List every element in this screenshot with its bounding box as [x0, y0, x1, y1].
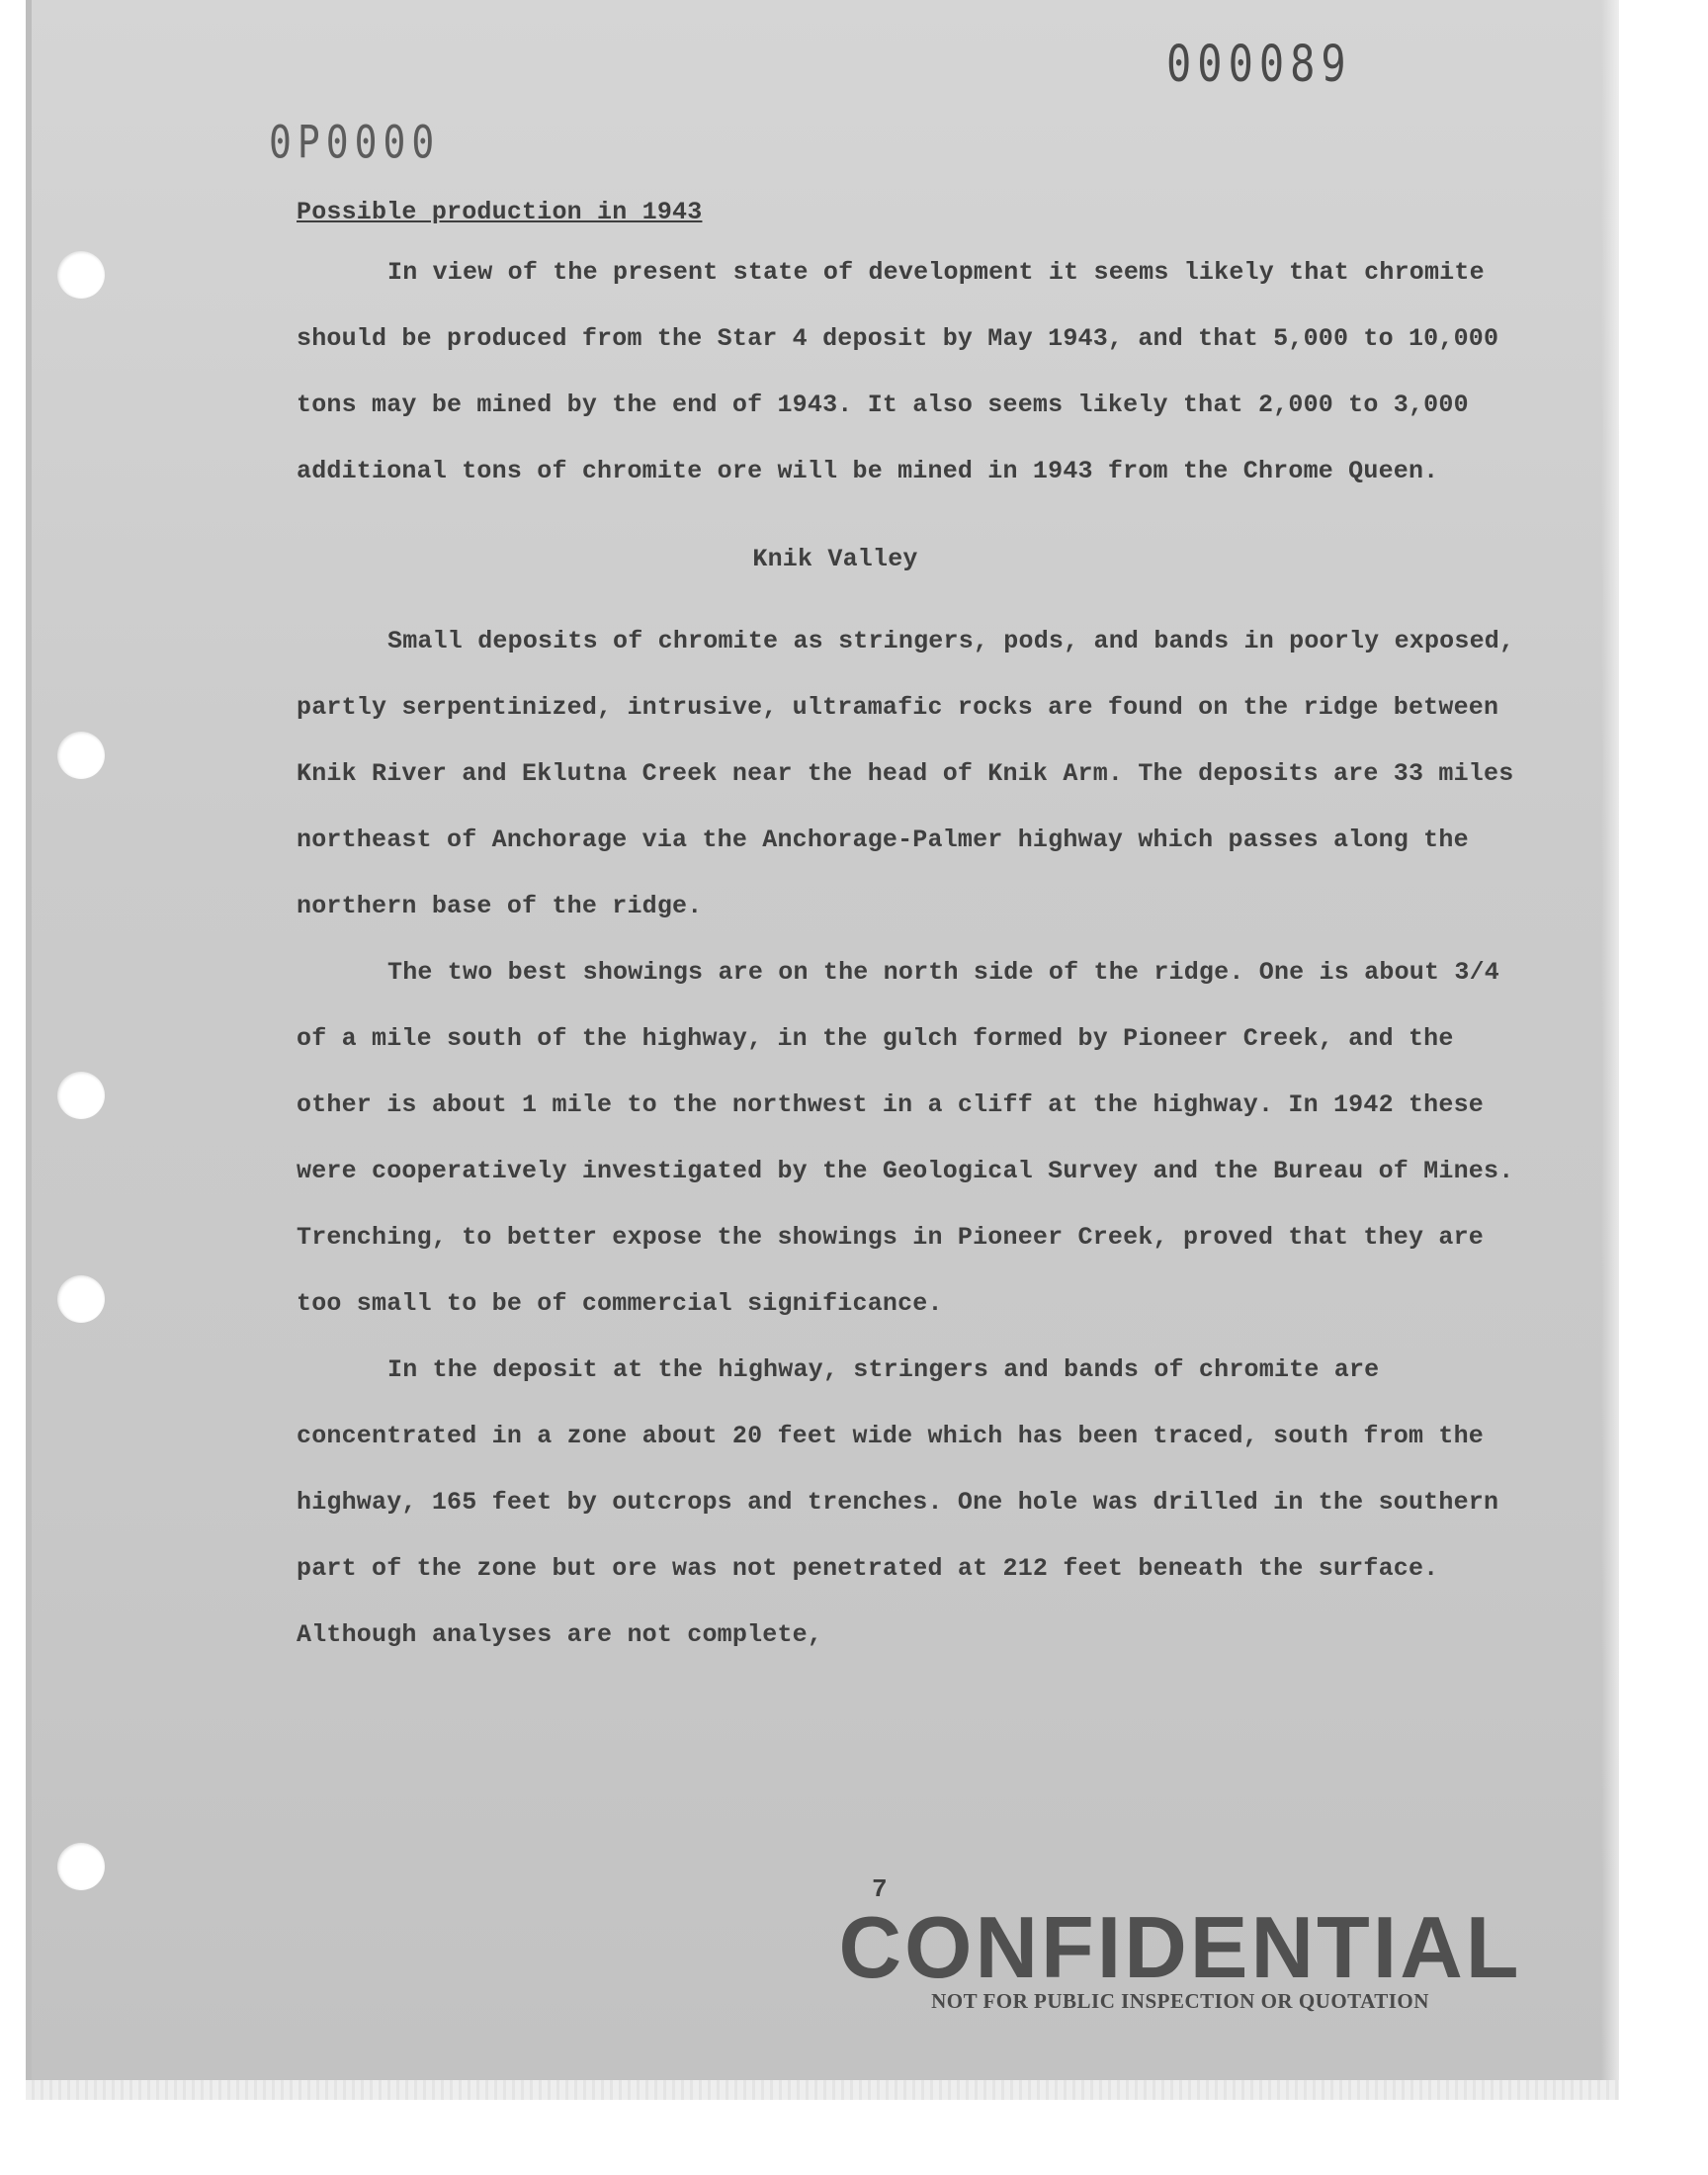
- stamp-subtitle: NOT FOR PUBLIC INSPECTION OR QUOTATION: [931, 1989, 1429, 2013]
- page-left-edge: [26, 0, 32, 2080]
- paragraph-knik-1: Small deposits of chromite as stringers, pods, and bands in poorly exposed, partly serpentinized, intrusive, ultramafic rocks are found on the ridge between Knik River and Eklutna Creek near the head of Knik Arm. The deposits are 33 miles northeast of Anchorage via the Anchorage-Palmer highway which passes along the northern base of the ridge.: [297, 627, 1515, 920]
- binder-hole-icon: [57, 732, 105, 779]
- binder-hole-icon: [57, 1843, 105, 1890]
- confidential-stamp: [805, 1898, 1556, 2014]
- file-number: 0P0000: [269, 116, 441, 169]
- stamp-title: CONFIDENTIAL: [838, 1898, 1522, 1996]
- paragraph-production: In view of the present state of development it seems likely that chromite should be produced from the Star 4 deposit by May 1943, and that 5,000 to 10,000 tons may be mined by the end of 1943. It also seems likely that 2,000 to 3,000 additional tons of chromite ore will be mined in 1943 from the Chrome Queen.: [297, 258, 1499, 485]
- page-right-edge: [1601, 0, 1619, 2080]
- binder-hole-icon: [57, 251, 105, 299]
- paragraph-knik-2: The two best showings are on the north side of the ridge. One is about 3/4 of a mile south of the highway, in the gulch formed by Pioneer Creek, and the other is about 1 mile to the northwest in a cliff at the highway. In 1942 these were cooperatively investigated by the Geological Survey and the Bureau of Mines. Trenching, to better expose the showings in Pioneer Creek, proved that they are too small to be of commercial significance.: [297, 958, 1514, 1318]
- section-heading-production: Possible production in 1943: [297, 198, 703, 226]
- document-number: 000089: [1166, 35, 1352, 93]
- scan-bottom-strip: [26, 2080, 1619, 2100]
- page-number: 7: [872, 1874, 888, 1904]
- document-body: [297, 188, 1522, 1668]
- binder-hole-icon: [57, 1275, 105, 1323]
- binder-hole-icon: [57, 1072, 105, 1119]
- section-heading-knik-valley: Knik Valley: [752, 545, 918, 573]
- paragraph-knik-3: In the deposit at the highway, stringers and bands of chromite are concentrated in a zone about 20 feet wide which has been traced, south from the highway, 165 feet by outcrops and trenches. One hole was drilled in the southern part of the zone but ore was not penetrated at 212 feet beneath the surface. Although analyses are not complete,: [297, 1355, 1499, 1649]
